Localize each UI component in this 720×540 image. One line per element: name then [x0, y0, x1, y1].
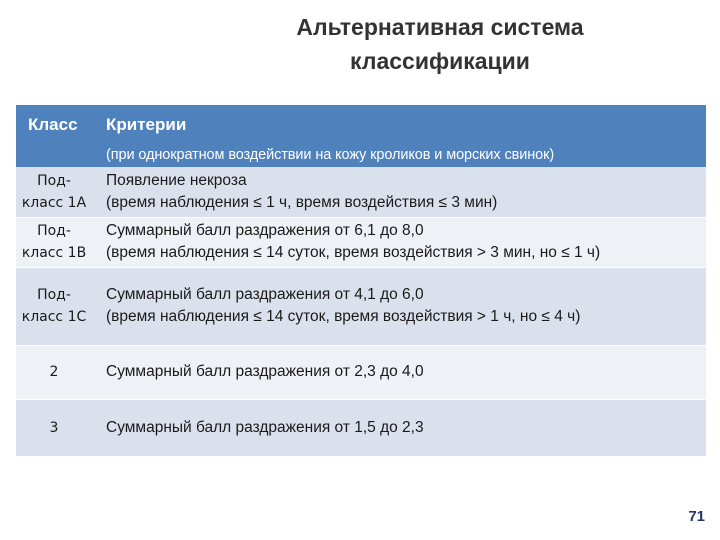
row-criteria-cell [98, 167, 706, 217]
row-class-line2: класс 1А [21, 194, 87, 211]
row-class-cell [16, 217, 98, 267]
table-row [16, 217, 706, 267]
slide-title-line1: Альтернативная система [296, 14, 584, 40]
header-criteria-label: Критерии [106, 115, 187, 134]
row-criteria-line1: Суммарный балл раздражения от 6,1 до 8,0 [106, 222, 424, 239]
table-row [16, 267, 706, 345]
row-criteria-line2: (время наблюдения ≤ 14 суток, время воздействия > 1 ч, но ≤ 4 ч) [106, 308, 581, 325]
row-criteria-cell [98, 217, 706, 267]
row-class-line1: Под- [37, 223, 71, 239]
header-criteria-note: (при однократном воздействии на кожу кроликов и морских свинок) [106, 147, 555, 163]
row-class-cell: 2 [49, 364, 59, 380]
header-class: Класс [28, 115, 78, 134]
row-class-cell [16, 267, 98, 345]
page-number: 71 [688, 508, 705, 525]
table-row [16, 167, 706, 217]
row-criteria-cell [98, 345, 706, 399]
row-criteria-line2: (время наблюдения ≤ 1 ч, время воздействия ≤ 3 мин) [106, 193, 498, 211]
row-class-line2: класс 1В [21, 245, 87, 261]
row-class-line1: Под- [37, 287, 71, 303]
table-header-row [16, 105, 706, 167]
header-criteria [98, 105, 706, 167]
row-criteria-line1: Суммарный балл раздражения от 4,1 до 6,0 [106, 286, 424, 303]
table-row [16, 399, 706, 456]
row-criteria-line2: (время наблюдения ≤ 14 суток, время воздействия > 3 мин, но ≤ 1 ч) [106, 244, 601, 261]
row-class-line1: Под- [37, 172, 71, 189]
row-criteria-line1: Суммарный балл раздражения от 2,3 до 4,0 [106, 363, 424, 380]
row-criteria-line1: Появление некроза [106, 171, 247, 189]
row-criteria-cell [98, 267, 706, 345]
slide-title [240, 10, 640, 78]
table-row [16, 345, 706, 399]
row-criteria-cell [98, 399, 706, 456]
row-class-line2: класс 1С [21, 309, 87, 325]
row-class-cell [16, 167, 98, 217]
row-criteria-line1: Суммарный балл раздражения от 1,5 до 2,3 [106, 418, 424, 436]
slide-title-line2: классификации [350, 48, 530, 74]
row-class-cell: 3 [49, 419, 59, 436]
classification-table [16, 105, 706, 457]
